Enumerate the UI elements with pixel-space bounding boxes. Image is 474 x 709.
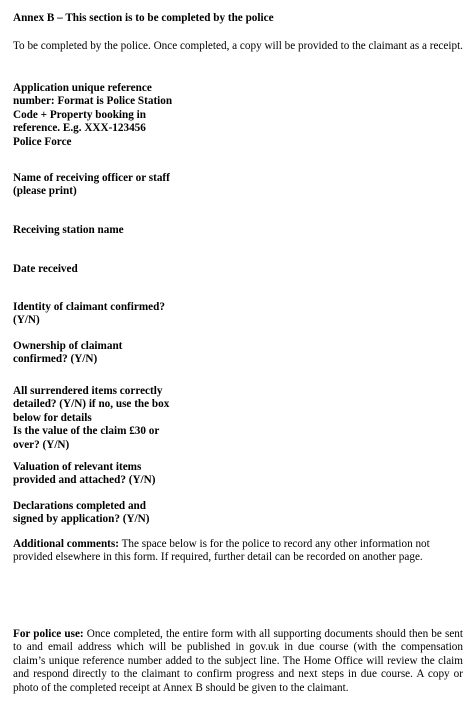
police-use-label: For police use: <box>13 628 84 640</box>
field-label-line: detailed? (Y/N) if no, use the box <box>13 398 170 411</box>
field-label-line: reference. E.g. XXX-123456 <box>13 122 146 135</box>
field-ownership-confirmed <box>13 340 213 367</box>
field-label-line: Police Force <box>13 135 72 148</box>
annex-heading: Annex B – This section is to be completed by the police <box>13 12 274 24</box>
additional-comments-text: The space below is for the police to record any other information not provided elsewhere in this form. If required, further detail can be recorded on another page. <box>13 538 430 564</box>
field-label-line: Declarations completed and <box>13 500 146 512</box>
field-label-line: Is the value of the claim £30 or <box>13 425 160 438</box>
police-use-text: Once completed, the entire form with all supporting documents should then be sent to and email address which will be published in gov.uk in due course (with the compensation claim’s unique reference number added to the subject line. The Home Office will review the claim and respond directly to the claimant to confirm progress and next steps in due course. A copy or photo of the completed receipt at Annex B should be given to the claimant. <box>13 628 463 694</box>
field-label-line: number: Format is Police Station <box>13 95 173 108</box>
field-label-line: (please print) <box>13 185 77 198</box>
field-receiving-officer <box>13 172 213 199</box>
field-label-line: below for details <box>13 411 92 424</box>
field-valuation <box>13 461 213 488</box>
field-label-line: Receiving station name <box>13 224 124 236</box>
police-use-note <box>13 628 463 695</box>
field-receiving-station <box>13 224 213 237</box>
field-items-detailed <box>13 385 213 452</box>
field-identity-confirmed <box>13 301 213 328</box>
field-application-reference <box>13 82 213 149</box>
field-label-line: Ownership of claimant <box>13 340 123 352</box>
field-label-line: Identity of claimant confirmed? <box>13 301 165 313</box>
field-label-line: All surrendered items correctly <box>13 385 163 397</box>
field-label-line: Date received <box>13 263 78 275</box>
intro-paragraph: To be completed by the police. Once completed, a copy will be provided to the claimant as a receipt. <box>13 40 463 52</box>
additional-comments <box>13 538 463 565</box>
field-label-line: Code + Property booking in <box>13 108 146 121</box>
field-date-received <box>13 263 213 276</box>
additional-comments-label: Additional comments: <box>13 538 119 550</box>
field-label-line: provided and attached? (Y/N) <box>13 474 156 487</box>
field-label-line: Valuation of relevant items <box>13 461 142 473</box>
field-label-line: Name of receiving officer or staff <box>13 172 170 184</box>
field-label-line: Application unique reference <box>13 82 152 94</box>
field-label-line: over? (Y/N) <box>13 438 70 451</box>
field-declarations <box>13 500 213 527</box>
field-label-line: signed by application? (Y/N) <box>13 513 150 526</box>
field-label-line: confirmed? (Y/N) <box>13 353 98 366</box>
field-label-line: (Y/N) <box>13 314 40 327</box>
